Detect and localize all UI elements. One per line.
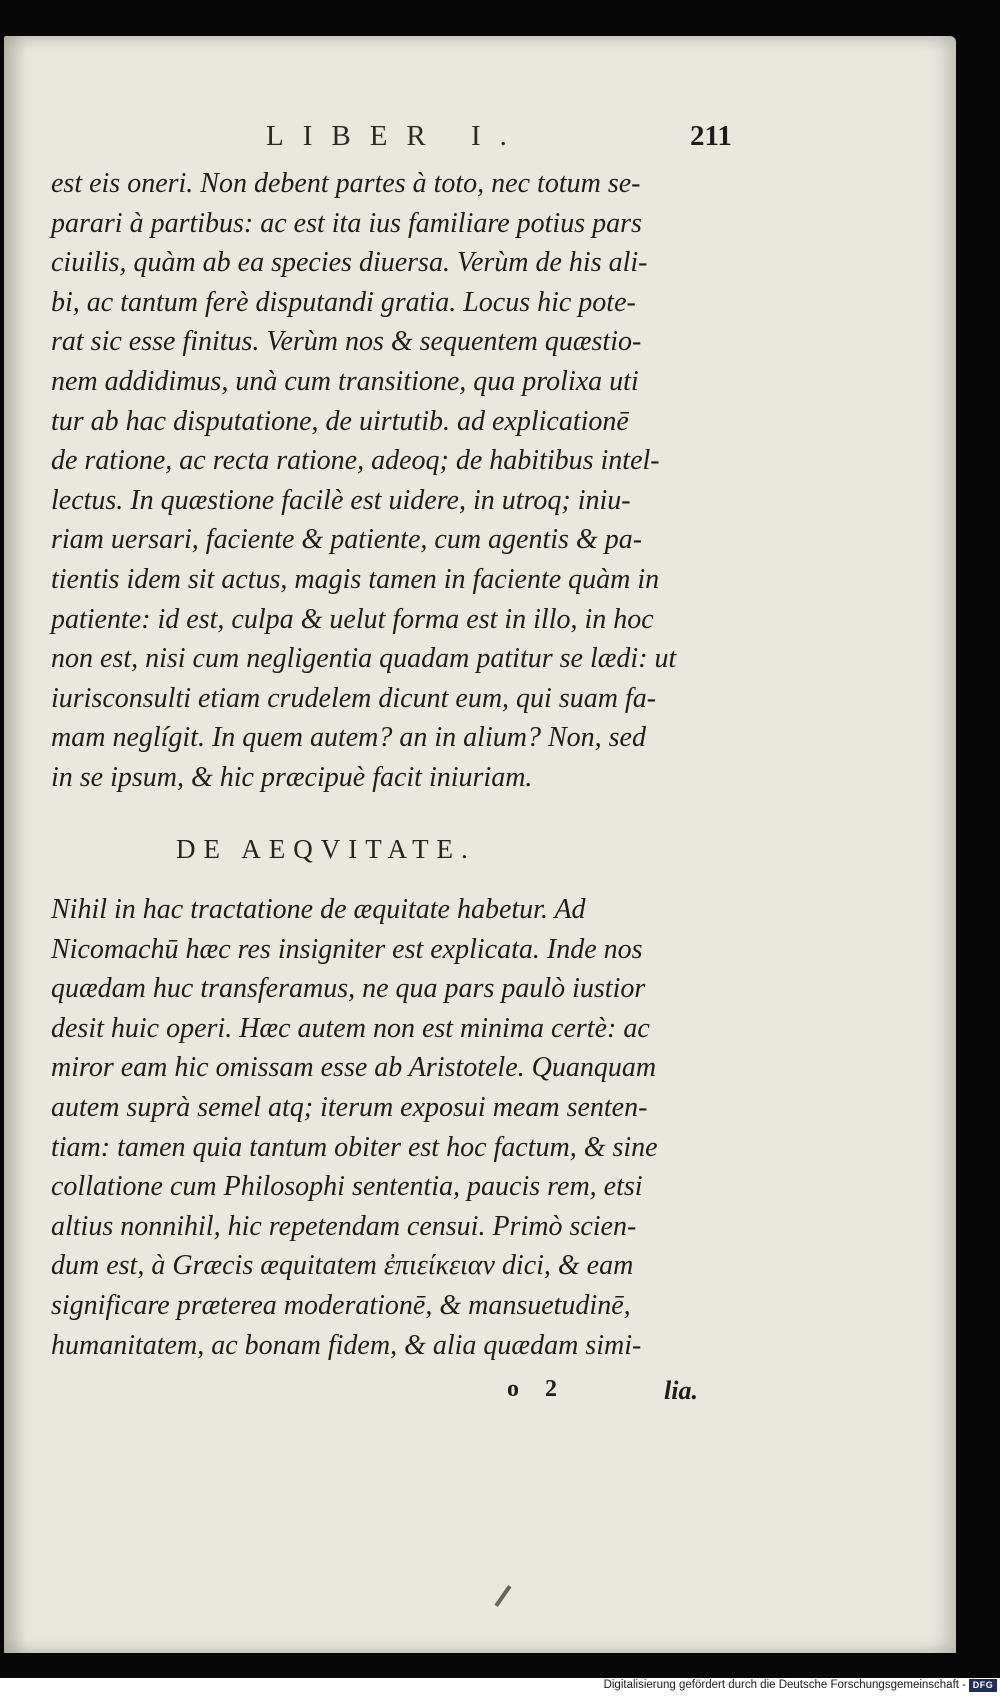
text-line: parari à partibus: ac est ita ius familiare potius pars [51,207,642,239]
page-number: 211 [690,120,732,152]
text-line: lectus. In quæstione facilè est uidere, in utroq; iniu- [51,484,631,516]
section-heading: DE AEQVITATE. [176,834,476,864]
text-line: in se ipsum, & hic præcipuè facit iniuriam. [51,761,533,793]
text-line: bi, ac tantum ferè disputandi gratia. Locus hic pote- [51,286,636,318]
book-page [4,36,956,1653]
text-line: Nihil in hac tractatione de æquitate habetur. Ad [51,894,586,925]
text-line: altius nonnihil, hic repetendam censui. Primò scien- [51,1210,637,1242]
page-foot [4,1376,956,1412]
catchword: lia. [664,1376,698,1405]
text-line: est eis oneri. Non debent partes à toto, nec totum se- [51,168,641,199]
text-line: miror eam hic omissam esse ab Aristotele. Quanquam [51,1052,657,1084]
text-line: ciuilis, quàm ab ea species diuersa. Verùm de his ali- [51,247,648,279]
text-line: Nicomachū hæc res insigniter est explicata. Inde nos [51,933,643,965]
text-line: humanitatem, ac bonam fidem, & alia quædam simi- [51,1329,642,1361]
ink-stroke-mark [494,1585,511,1607]
footer-credit: Digitalisierung gefördert durch die Deutsche Forschungsgemeinschaft - [603,1679,966,1691]
footer-bar [0,1678,1000,1696]
dfg-logo: DFG [969,1679,997,1692]
running-head [4,120,956,160]
text-line: tientis idem sit actus, magis tamen in faciente quàm in [51,563,660,595]
text-line: de ratione, ac recta ratione, adeoq; de habitibus intel- [51,445,660,477]
text-line: autem suprà semel atq; iterum exposui meam senten- [51,1091,648,1123]
running-title: LIBER I. [266,120,526,152]
text-line: nem addidimus, unà cum transitione, qua prolixa uti [51,365,639,397]
paragraph-first [51,164,741,798]
text-line: significare præterea moderationē, & mansuetudinē, [51,1289,631,1321]
text-line: mam neglígit. In quem autem? an in alium? Non, sed [51,722,646,754]
text-line: tiam: tamen quia tantum obiter est hoc factum, & sine [51,1131,658,1163]
text-line: iurisconsulti etiam crudelem dicunt eum, qui suam fa- [51,682,657,714]
text-line: patiente: id est, culpa & uelut forma est in illo, in hoc [51,603,654,635]
text-line: desit huic operi. Hæc autem non est minima certè: ac [51,1012,650,1044]
paragraph-second [51,890,741,1365]
text-line: rat sic esse finitus. Verùm nos & sequentem quæstio- [51,326,642,358]
text-line: tur ab hac disputatione, de uirtutib. ad explicationē [51,405,629,437]
text-line: dum est, à Græcis æquitatem ἐπιείκειαν dici, & eam [51,1250,634,1282]
text-line: quædam huc transferamus, ne qua pars paulò iustior [51,973,646,1005]
signature-mark: o 2 [507,1376,567,1402]
text-line: riam uersari, faciente & patiente, cum agentis & pa- [51,524,643,556]
text-line: non est, nisi cum negligentia quadam patitur se lædi: ut [51,643,677,675]
text-line: collatione cum Philosophi sententia, paucis rem, etsi [51,1171,643,1203]
